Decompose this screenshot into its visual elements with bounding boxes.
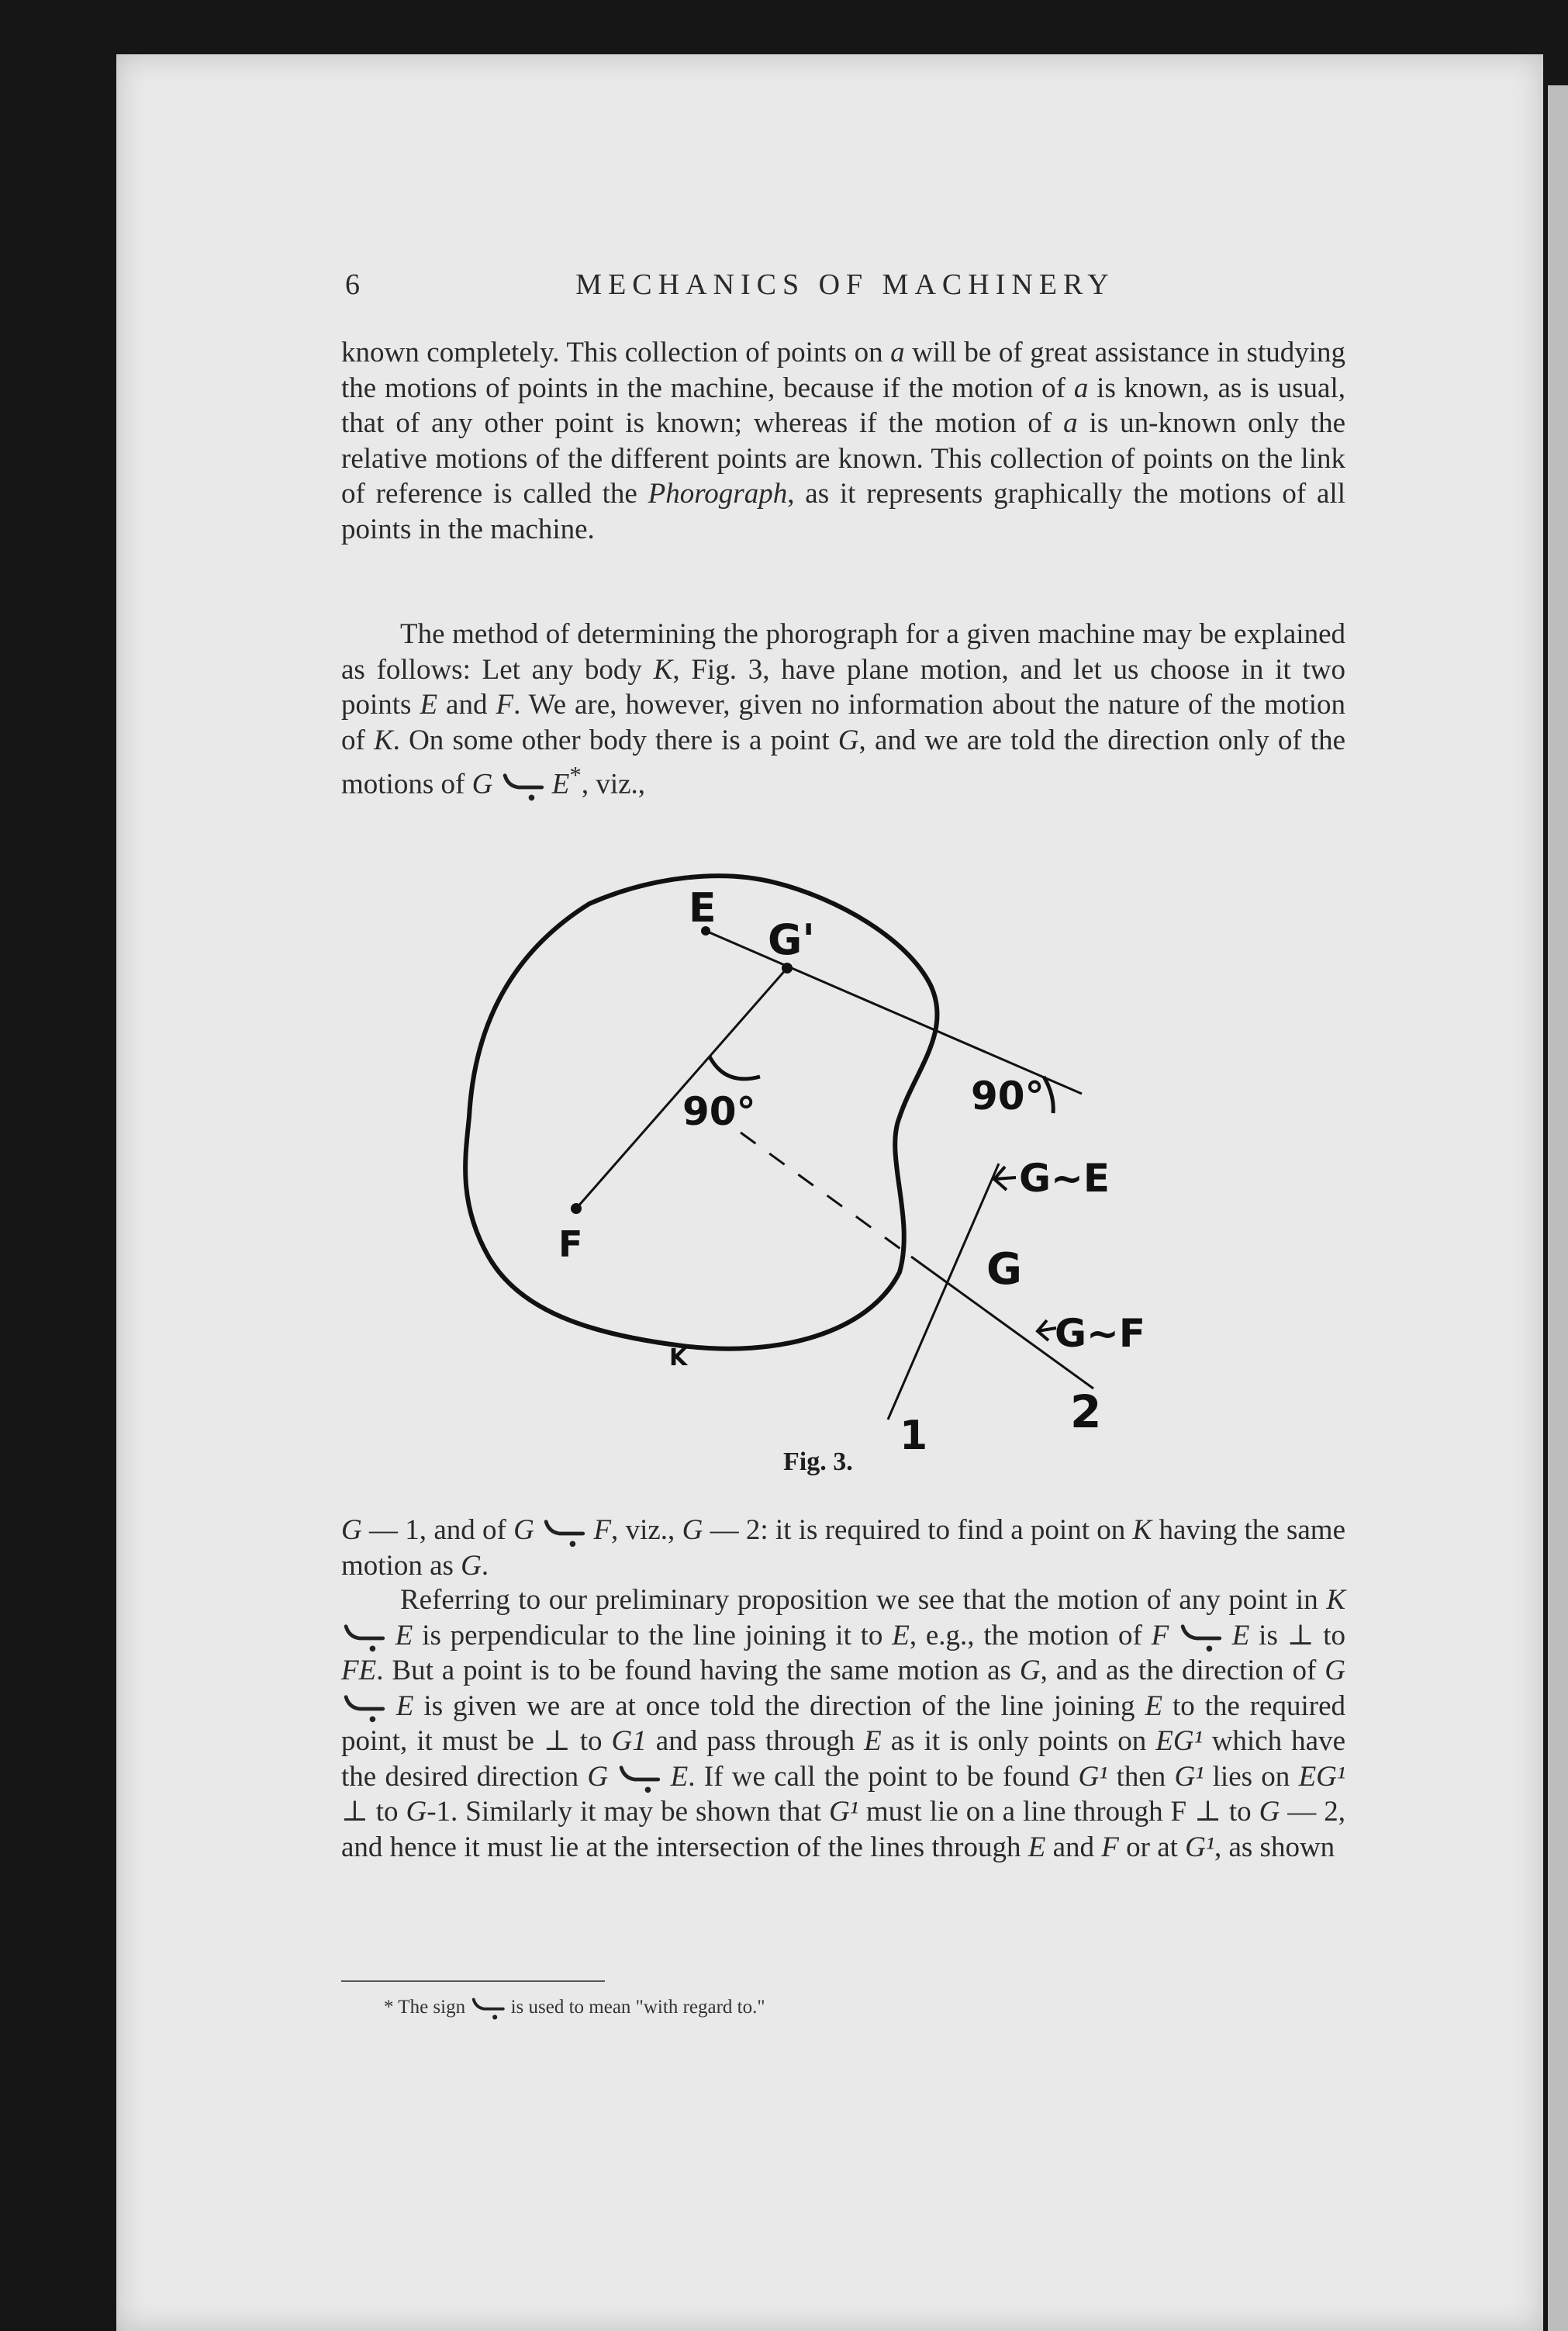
with-regard-to-symbol [500, 771, 545, 802]
footnote-marker: * [569, 762, 582, 788]
point-g-prime [782, 963, 793, 974]
label-g: G [986, 1244, 1022, 1295]
with-regard-to-symbol [470, 1996, 506, 2021]
adjacent-page-edge [1548, 85, 1568, 2331]
label-line-1: 1 [900, 1413, 928, 1451]
paragraph-1: known completely. This collection of points on a will be of great assistance in studying the motions of points in the machine, because if the motion of a is known, as is usual, that of any other point is known; whereas if the motion of a is un-known only the relative motions of the different points are known. This collection of points on the link of reference is called the Phorograph, as it represents graphically the motions of all points in the machine. [341, 337, 1346, 545]
label-angle-1: 90° [682, 1089, 756, 1134]
line-f-g-prime [576, 968, 787, 1209]
point-f [571, 1203, 582, 1214]
dashed-line [741, 1133, 911, 1257]
label-e: E [689, 885, 717, 932]
right-angle-arc-2 [1044, 1077, 1053, 1113]
label-angle-2: 90° [971, 1074, 1045, 1119]
paragraph-2: The method of determining the phorograph for a given machine may be explained as follows: Let any body K, Fig. 3, have plane motion, and let us choose in it two points E and F. We are, however, given no information about the nature of the motion of K. On some other body there is a point G, and we are told the direction only of the motions of G E*, viz., [341, 617, 1345, 802]
phorograph-term: Phorograph [648, 478, 788, 510]
arrow-g-f [1038, 1320, 1056, 1340]
line-g-1 [888, 1164, 999, 1420]
with-regard-to-symbol [541, 1517, 586, 1548]
label-g-e: G~E [1019, 1156, 1110, 1201]
figure-caption: Fig. 3. [783, 1447, 853, 1476]
footnote-rule [341, 1980, 605, 1982]
arrow-g-e [994, 1167, 1016, 1190]
with-regard-to-symbol [341, 1693, 386, 1724]
right-angle-arc-1 [710, 1057, 760, 1079]
with-regard-to-symbol [341, 1622, 386, 1653]
label-g-prime: G' [768, 915, 815, 964]
running-title: MECHANICS OF MACHINERY [575, 268, 1115, 301]
page-number: 6 [345, 268, 360, 301]
label-g-f: G~F [1055, 1311, 1146, 1356]
paragraph-4: Referring to our preliminary proposition we see that the motion of any point in K E is perpendicular to the line joining it to E, e.g., the motion of F E is ⊥ to FE. But a point is to be found having the same motion as G, and as the direction of G E is given we are at once told the direction of the line joining E to the required point, it must be ⊥ to G1 and pass through E as it is only points on EG¹ which have the desired direction G E. If we call the point to be found G¹ then G¹ lies on EG¹ ⊥ to G-1. Similarly it may be shown that G¹ must lie on a line through F ⊥ to G — 2, and hence it must lie at the intersection of the lines through E and F or at G¹, as shown [341, 1584, 1346, 1863]
label-f: F [558, 1223, 583, 1265]
label-line-2: 2 [1070, 1385, 1102, 1438]
page-header [345, 268, 1345, 306]
paragraph-3: G — 1, and of G F, viz., G — 2: it is required to find a point on K having the same motion as G. [341, 1514, 1345, 1582]
line-e-g-prime [706, 931, 1082, 1094]
with-regard-to-symbol [1178, 1622, 1223, 1653]
label-k: K [669, 1344, 688, 1371]
with-regard-to-symbol [616, 1763, 661, 1794]
footnote: * The sign is used to mean "with regard to." [384, 1995, 765, 2021]
fig-3-diagram [434, 853, 1256, 1451]
